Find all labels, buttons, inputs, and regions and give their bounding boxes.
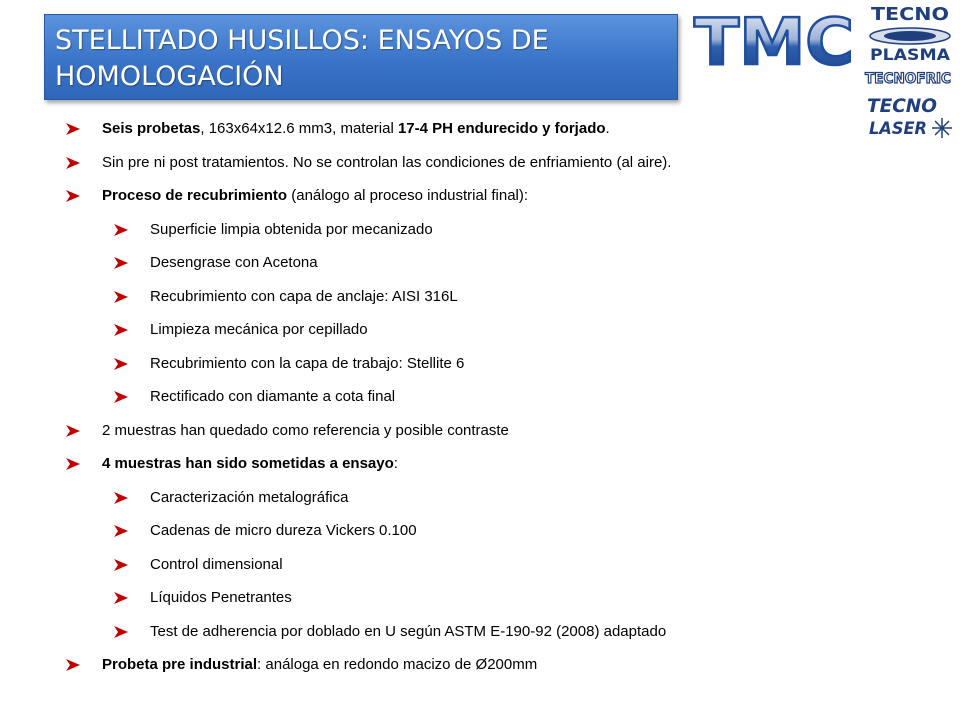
item-text: 2 muestras han quedado como referencia y posible contraste [102, 421, 509, 439]
list-item [66, 112, 946, 146]
arrow-bullet-icon [114, 257, 128, 269]
slide-title-line-1: STELLITADO HUSILLOS: ENSAYOS DE [55, 25, 549, 56]
list-item [66, 414, 946, 448]
sub-list-item [66, 514, 946, 548]
arrow-bullet-icon [114, 358, 128, 370]
item-bold-text: Seis probetas [102, 120, 201, 137]
arrow-bullet-icon [114, 291, 128, 303]
item-text: Control dimensional [150, 555, 283, 573]
sub-list-item [66, 380, 946, 414]
item-text: Cadenas de micro dureza Vickers 0.100 [150, 522, 417, 539]
arrow-bullet-icon [114, 324, 128, 336]
slide-title-line-2: HOMOLOGACIÓN [55, 61, 284, 92]
arrow-bullet-icon [66, 123, 80, 135]
list-item [66, 648, 946, 682]
item-text: , 163x64x12.6 mm3, material [200, 120, 398, 137]
arrow-bullet-icon [114, 525, 128, 537]
arrow-bullet-icon [114, 559, 128, 571]
sub-list-item [66, 581, 946, 615]
item-text: Recubrimiento con capa de anclaje: AISI 316L [150, 287, 458, 305]
tmc-logo [0, 0, 960, 80]
tecnolaser-bottom-text: LASER [869, 119, 927, 139]
tecnofric-logo [862, 68, 954, 88]
item-text: Rectificado con diamante a cota final [150, 388, 396, 405]
arrow-bullet-icon [114, 626, 128, 638]
arrow-bullet-icon [66, 190, 80, 202]
sub-list-item [66, 246, 946, 280]
arrow-bullet-icon [114, 492, 128, 504]
item-text: . [605, 120, 610, 137]
item-text: : análoga en redondo macizo de Ø200mm [257, 656, 538, 673]
arrow-bullet-icon [66, 425, 80, 437]
tecnofric-text: TECNOFRIC [865, 71, 951, 87]
sub-list-item [66, 481, 946, 515]
list-item [66, 179, 946, 213]
arrow-bullet-icon [114, 224, 128, 236]
item-text: Sin pre ni post tratamientos. No se controlan las condiciones de enfriamiento (al aire). [102, 153, 672, 171]
sub-list-item [66, 347, 946, 381]
item-bold-text: 4 muestras han sido sometidas a ensayo [102, 455, 394, 472]
item-text: (análogo al proceso industrial final): [287, 187, 529, 204]
item-bold-text: Proceso de recubrimiento [102, 187, 288, 204]
item-bold-text: Probeta pre industrial [102, 656, 258, 673]
item-text: Caracterización metalográfica [150, 488, 349, 506]
tecnoplasma-logo [864, 2, 956, 66]
arrow-bullet-icon [114, 592, 128, 604]
item-text: Limpieza mecánica por cepillado [150, 321, 368, 338]
arrow-bullet-icon [66, 458, 80, 470]
arrow-bullet-icon [66, 157, 80, 169]
list-item [66, 447, 946, 481]
item-text: Desengrase con Acetona [150, 254, 318, 271]
tecnoplasma-top-text: TECNO [871, 4, 949, 25]
sub-list-item [66, 280, 946, 314]
sub-list-item [66, 313, 946, 347]
sub-list-item [66, 548, 946, 582]
arrow-bullet-icon [114, 391, 128, 403]
item-text: Superficie limpia obtenida por mecanizado [150, 220, 433, 238]
sub-list-item [66, 213, 946, 247]
tecnolaser-top-text: TECNO [867, 95, 937, 117]
item-text: Test de adherencia por doblado en U según ASTM E-190-92 (2008) adaptado [150, 622, 667, 640]
tmc-logo-text: TMC [694, 6, 854, 80]
item-bold-text: 17-4 PH endurecido y forjado [397, 120, 606, 137]
bullet-list [66, 112, 946, 682]
sub-list-item [66, 615, 946, 649]
item-text: : [393, 455, 398, 472]
list-item [66, 146, 946, 180]
arrow-bullet-icon [66, 659, 80, 671]
item-text: Líquidos Penetrantes [150, 589, 292, 606]
item-text: Recubrimiento con la capa de trabajo: Stellite 6 [150, 354, 465, 372]
tecnoplasma-bottom-text: PLASMA [870, 45, 951, 64]
